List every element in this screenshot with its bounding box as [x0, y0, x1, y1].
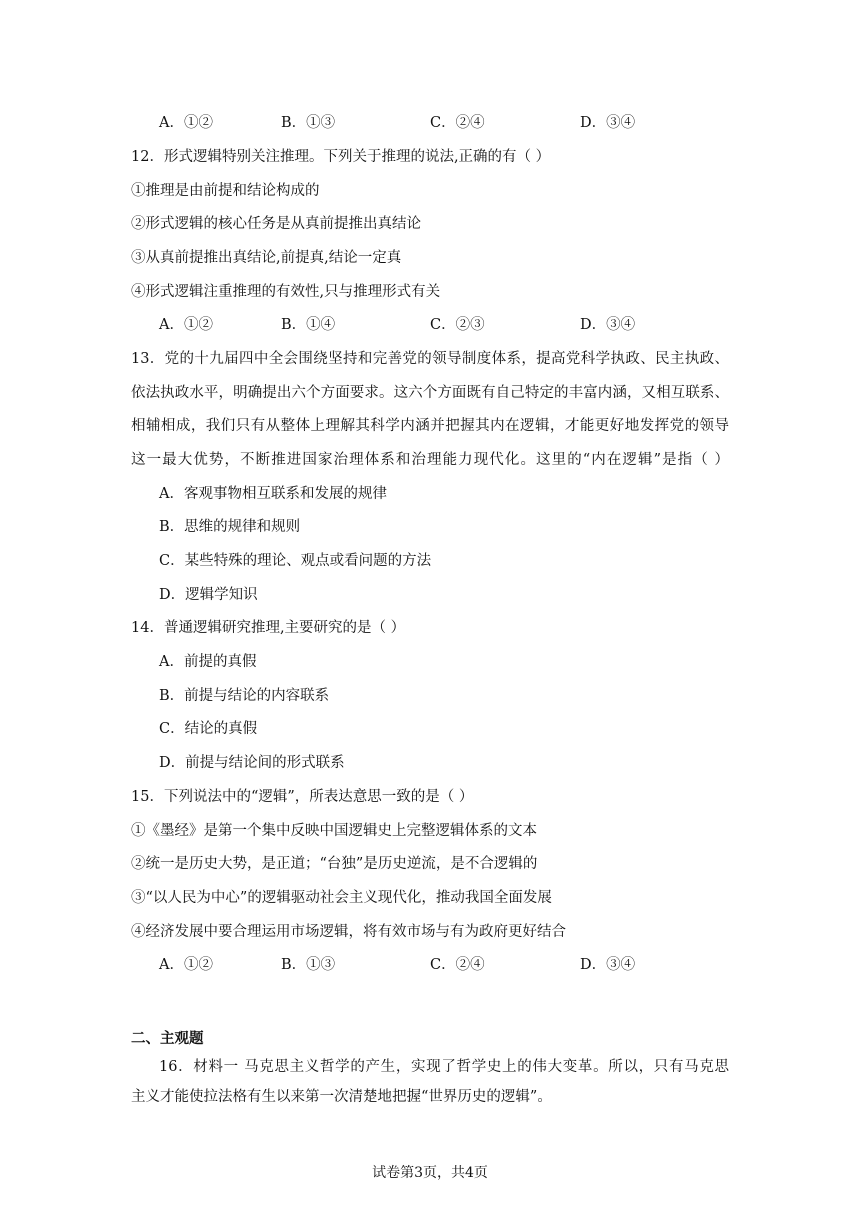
option-a: A．①② [159, 115, 213, 131]
option-c: C．②④ [430, 957, 485, 973]
option-d: D．③④ [580, 317, 636, 333]
option-c: C．②③ [430, 317, 485, 333]
option-a: A．①② [159, 317, 213, 333]
option-d: D．③④ [580, 957, 636, 973]
q13-option-d: D．逻辑学知识 [159, 587, 258, 603]
q12-item-3: ③从真前提推出真结论,前提真,结论一定真 [131, 250, 402, 266]
q15-item-1: ①《墨经》是第一个集中反映中国逻辑史上完整逻辑体系的文本 [131, 823, 537, 839]
q12-item-2: ②形式逻辑的核心任务是从真前提推出真结论 [131, 216, 421, 232]
q16-line-2: 主义才能使拉法格有生以来第一次清楚地把握“世界历史的逻辑”。 [131, 1089, 552, 1105]
q16-line-1: 16．材料一 马克思主义哲学的产生，实现了哲学史上的伟大变革。所以，只有马克思 [159, 1059, 729, 1075]
section-heading: 二、主观题 [131, 1031, 204, 1047]
option-b: B．①③ [281, 115, 336, 131]
q12-item-1: ①推理是由前提和结论构成的 [131, 183, 320, 199]
q14-option-d: D．前提与结论间的形式联系 [159, 755, 345, 771]
q12-item-4: ④形式逻辑注重推理的有效性,只与推理形式有关 [131, 284, 441, 300]
q14-option-c: C．结论的真假 [159, 721, 258, 737]
q15-options [159, 955, 759, 975]
q15-item-3: ③“以人民为中心”的逻辑驱动社会主义现代化，推动我国全面发展 [131, 890, 552, 906]
option-a: A．①② [159, 957, 213, 973]
q15-item-2: ②统一是历史大势，是正道；“台独”是历史逆流，是不合逻辑的 [131, 856, 538, 872]
page-footer: 试卷第3页，共4页 [372, 1165, 488, 1181]
q13-stem-line-4: 这一最大优势，不断推进国家治理体系和治理能力现代化。这里的“内在逻辑”是指（ ） [131, 452, 729, 468]
option-d: D．③④ [580, 115, 636, 131]
q13-option-a: A．客观事物相互联系和发展的规律 [159, 486, 387, 502]
q14-option-a: A．前提的真假 [159, 654, 257, 670]
q13-stem-line-1: 13．党的十九届四中全会围绕坚持和完善党的领导制度体系，提高党科学执政、民主执政、 [131, 351, 729, 367]
option-b: B．①④ [281, 317, 336, 333]
q14-stem: 14．普通逻辑研究推理,主要研究的是（ ） [131, 620, 406, 636]
q12-options [159, 315, 759, 335]
q15-item-4: ④经济发展中要合理运用市场逻辑，将有效市场与有为政府更好结合 [131, 924, 566, 940]
q13-option-b: B．思维的规律和规则 [159, 519, 301, 535]
q11-options [159, 113, 759, 133]
option-b: B．①③ [281, 957, 336, 973]
q15-stem: 15．下列说法中的“逻辑”，所表达意思一致的是（ ） [131, 789, 474, 805]
q13-stem-line-3: 相辅相成，我们只有从整体上理解其科学内涵并把握其内在逻辑，才能更好地发挥党的领导 [131, 418, 729, 434]
q13-option-c: C．某些特殊的理论、观点或看问题的方法 [159, 553, 432, 569]
q12-stem: 12．形式逻辑特别关注推理。下列关于推理的说法,正确的有（ ） [131, 149, 551, 165]
q14-option-b: B．前提与结论的内容联系 [159, 688, 330, 704]
q13-stem-line-2: 依法执政水平，明确提出六个方面要求。这六个方面既有自己特定的丰富内涵，又相互联系、 [131, 385, 729, 401]
option-c: C．②④ [430, 115, 485, 131]
